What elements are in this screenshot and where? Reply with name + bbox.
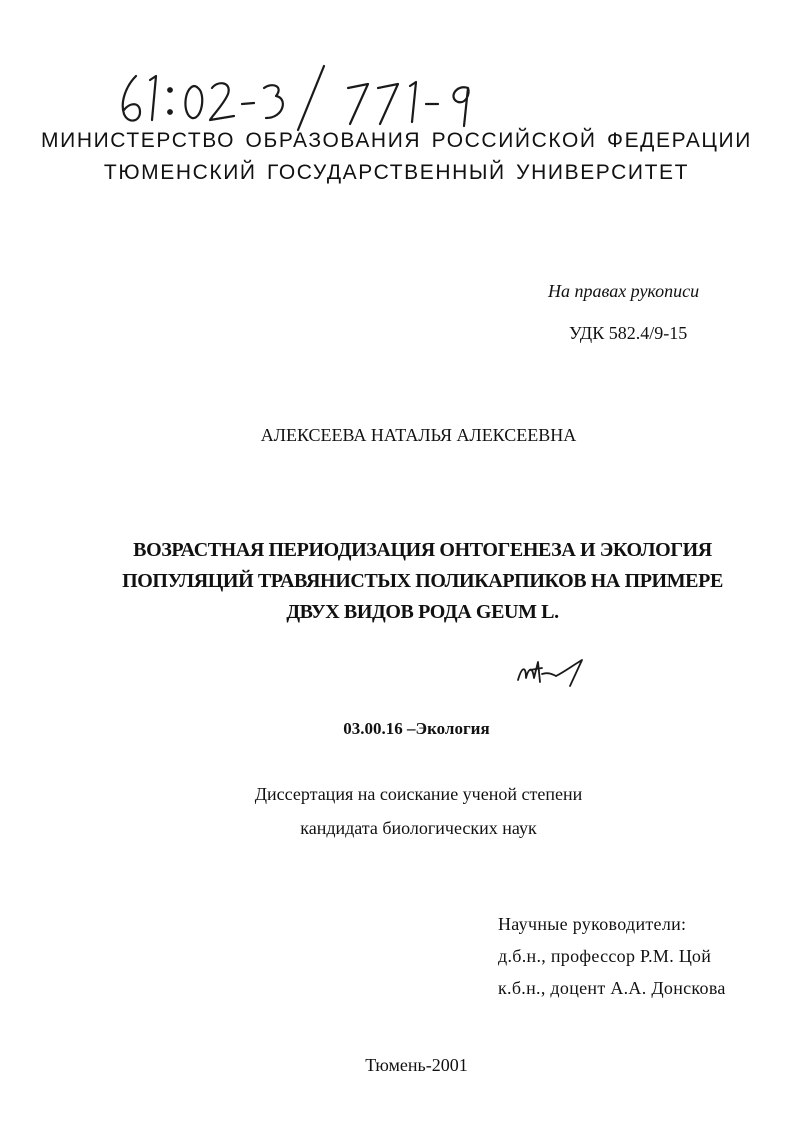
manuscript-note: На правах рукописи xyxy=(548,281,700,301)
ministry-title: МИНИСТЕРСТВО ОБРАЗОВАНИЯ РОССИЙСКОЙ ФЕДЕРАЦИИ xyxy=(41,129,752,152)
dissertation-title-line-2: ПОПУЛЯЦИЙ ТРАВЯНИСТЫХ ПОЛИКАРПИКОВ НА ПРИМЕРЕ xyxy=(122,570,723,592)
specialty-code: 03.00.16 –Экология xyxy=(343,719,490,738)
university-title: ТЮМЕНСКИЙ ГОСУДАРСТВЕННЫЙ УНИВЕРСИТЕТ xyxy=(103,161,690,184)
dissertation-title-line-3: ДВУХ ВИДОВ РОДА GEUM L. xyxy=(286,601,559,623)
archive-code-handwriting xyxy=(112,62,532,132)
advisor-2: к.б.н., доцент А.А. Донскова xyxy=(498,978,726,998)
degree-line-1: Диссертация на соискание ученой степени xyxy=(254,784,583,804)
city-year: Тюмень-2001 xyxy=(365,1055,468,1075)
signature-mark xyxy=(512,652,592,690)
advisors-heading: Научные руководители: xyxy=(498,914,687,934)
udc-code: УДК 582.4/9-15 xyxy=(569,323,688,343)
author-name: АЛЕКСЕЕВА НАТАЛЬЯ АЛЕКСЕЕВНА xyxy=(260,425,577,445)
dissertation-title-line-1: ВОЗРАСТНАЯ ПЕРИОДИЗАЦИЯ ОНТОГЕНЕЗА И ЭКОЛОГИЯ xyxy=(133,539,712,561)
advisor-1: д.б.н., профессор Р.М. Цой xyxy=(498,946,712,966)
degree-line-2: кандидата биологических наук xyxy=(300,818,537,838)
